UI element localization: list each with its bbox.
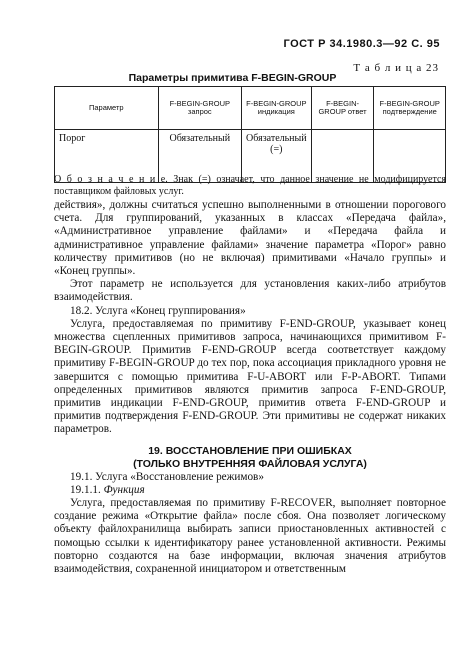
section-heading-19-1-1 — [54, 484, 446, 497]
column-header: F-BEGIN-GROUP индикация — [242, 87, 312, 130]
section-subtitle-19: (ТОЛЬКО ВНУТРЕННЯЯ ФАЙЛОВАЯ УСЛУГА) — [133, 457, 367, 470]
section-number: 19.1.1. — [70, 483, 101, 496]
paragraph: Услуга, предоставляемая по примитиву F-END-GROUP, указывает конец множества сцепленных примитивов запроса, начинающихся примитивом F-BEGIN-GROUP. Примитив F-END-GROUP всегда соответствует каждому примитиву F-BEGIN-GROUP до тех пор, пока ассоциация прикладного уровня не завершится с помощью примитива F-U-ABORT или F-P-ABORT. Типами определенных примитивов являются примитив запроса F-END-GROUP, примитив индикации F-END-GROUP, примитив ответа F-END-GROUP и примитив подтверждения F-END-GROUP. Эти примитивы не содержат никаких параметров. — [54, 317, 446, 436]
column-header: F-BEGIN-GROUP подтверждение — [374, 87, 446, 130]
table-header-row — [55, 87, 446, 130]
table-cell: Порог — [55, 130, 159, 183]
table-cell: Обязательный — [158, 130, 241, 183]
table-number: Т а б л и ц а 23 — [353, 62, 439, 74]
paragraph: Услуга, предоставляемая по примитиву F-RECOVER, выполняет повторное создание режима «Открытие файла» после сбоя. Она позволяет логическому объекту файлохранилища выбирать записи приостановленных активностей с помощью ссылки к идентификатору ранее установленной активности. Режимы повторно создаются на базе информации, включая значения атрибутов взаимодействия, сохраненной инициатором и ответственным — [54, 497, 446, 576]
column-header: Параметр — [55, 87, 159, 130]
column-header: F-BEGIN-GROUP ответ — [311, 87, 374, 130]
table-cell: Обязательный (=) — [242, 130, 312, 183]
section-heading-19-1: 19.1. Услуга «Восстановление режимов» — [70, 470, 264, 483]
paragraph: действия», должны считаться успешно выполненными в отношении порогового счета. Для группирований, указанных в классах «Передача файла», «Административное управление файлами» и «Передача файла и административное управление файлами» значение параметра «Порог» равно количеству примитивов (но не включая) примитивами «Начало группы» и «Конец группы». — [54, 199, 446, 278]
main-text — [54, 199, 446, 576]
column-header: F-BEGIN-GROUP запрос — [158, 87, 241, 130]
section-title-19: 19. ВОССТАНОВЛЕНИЕ ПРИ ОШИБКАХ — [148, 444, 352, 457]
parameters-table — [54, 86, 446, 183]
section-title: Функция — [103, 483, 145, 496]
table-title: Параметры примитива F-BEGIN-GROUP — [128, 72, 337, 84]
section-heading-18-2: 18.2. Услуга «Конец группирования» — [70, 304, 246, 317]
paragraph: Этот параметр не используется для установления каких-либо атрибутов взаимодействия. — [54, 278, 446, 304]
table-note: О б о з н а ч е н и е. Знак (=) означает, что данное значение не модифицируется поставщиком файловых услуг. — [54, 174, 446, 197]
page-header: ГОСТ Р 34.1980.3—92 С. 95 — [283, 38, 440, 50]
